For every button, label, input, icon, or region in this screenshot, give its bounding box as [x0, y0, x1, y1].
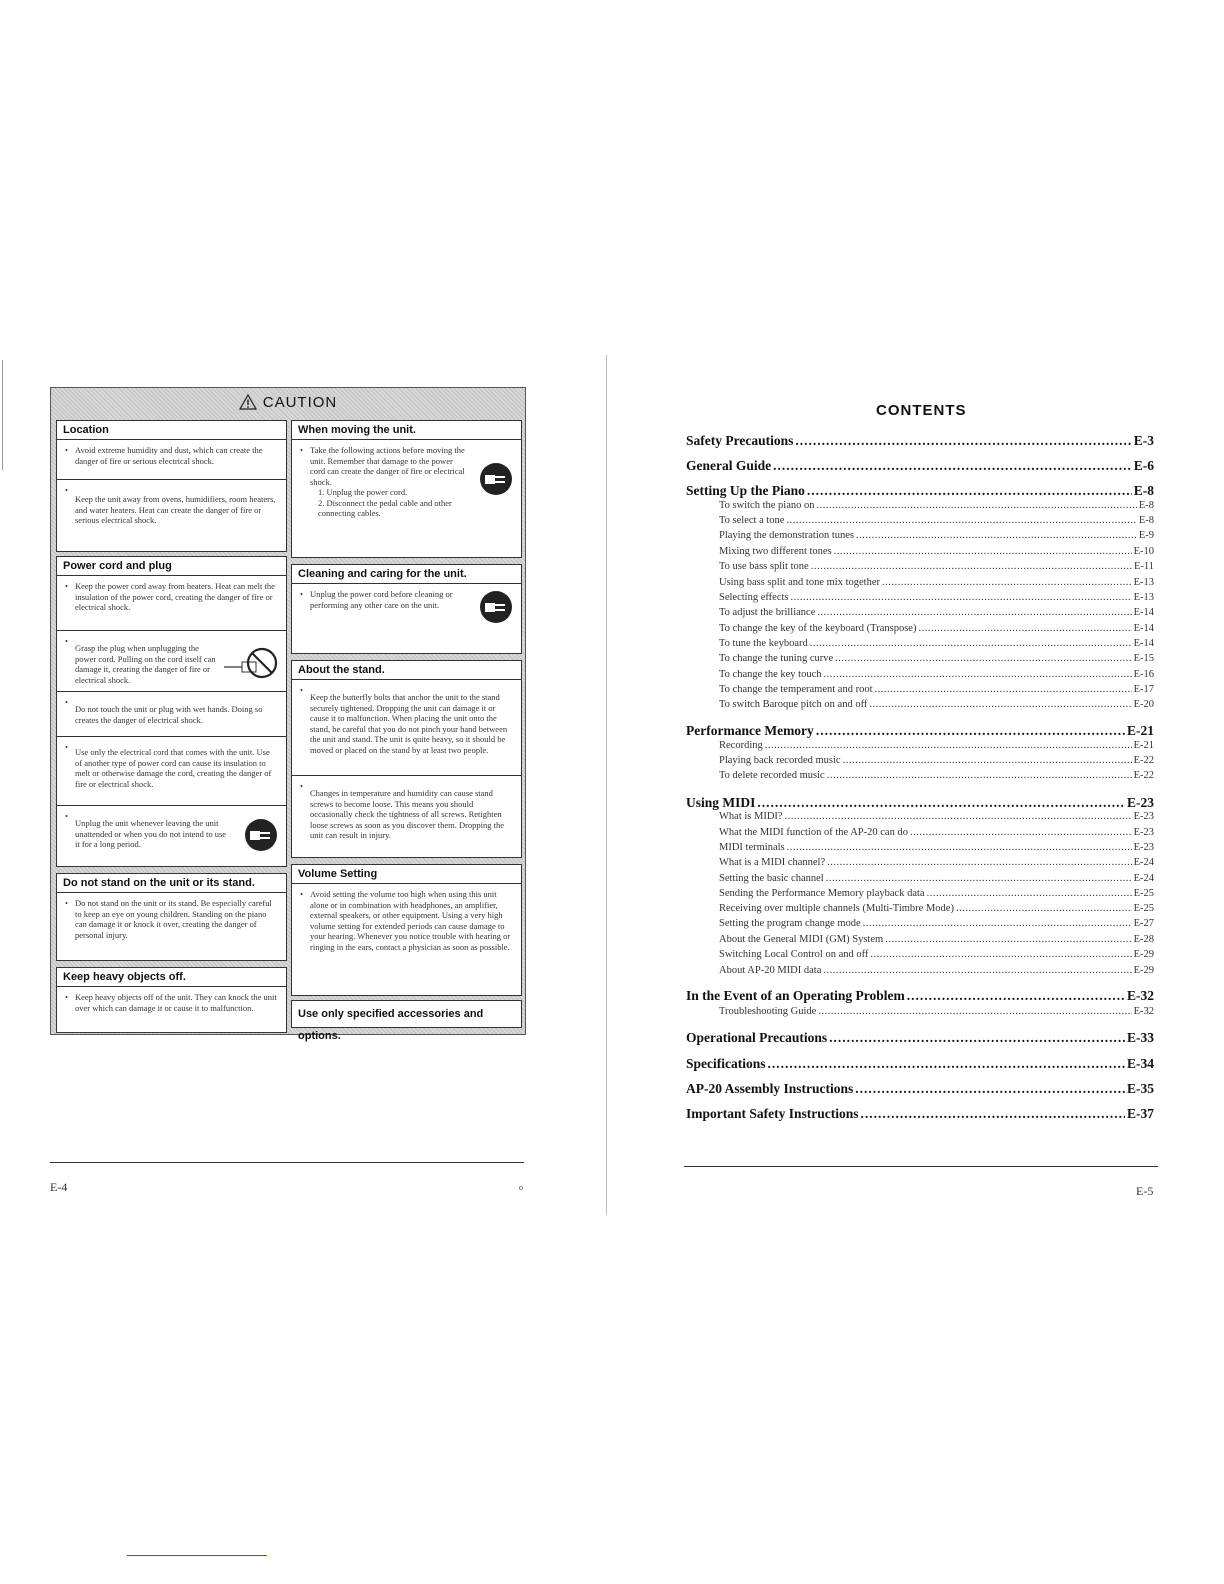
section-heading: Cleaning and caring for the unit.: [291, 564, 522, 584]
toc-leader-dots: [827, 857, 1131, 868]
toc-leader-dots: [765, 740, 1132, 751]
toc-subentry: [719, 623, 1154, 634]
caution-section-power-cord: [56, 556, 287, 867]
toc-subentry: [719, 949, 1154, 960]
toc-entry-page: E-9: [1138, 530, 1154, 541]
toc-leader-dots: [795, 433, 1131, 449]
toc-entry: [686, 1030, 1154, 1046]
caution-right-column: [291, 420, 522, 1042]
toc-entry-page: E-32: [1127, 988, 1154, 1003]
toc-entry-page: E-11: [1133, 561, 1154, 572]
toc-subentry: [719, 638, 1154, 649]
toc-leader-dots: [835, 653, 1131, 664]
item-text: Keep the unit away from ovens, humidifiers, room heaters, and water heaters. Heat can create the danger of fire or serious electrical shock.: [75, 494, 276, 525]
caution-left-column: [56, 420, 287, 1033]
toc-entry-page: E-17: [1133, 684, 1154, 695]
toc-entry-title: To change the tuning curve: [719, 653, 834, 664]
toc-entry-title: Playing back recorded music: [719, 755, 841, 766]
toc-entry-title: To change the temperament and root: [719, 684, 873, 695]
page-gutter: [606, 355, 607, 1215]
toc-entry-title: Selecting effects: [719, 592, 789, 603]
section-heading: Use only specified accessories and options.: [291, 1000, 522, 1028]
toc-entry-title: About AP-20 MIDI data: [719, 965, 822, 976]
toc-entry-page: E-21: [1133, 740, 1154, 751]
item-step: 1. Unplug the power cord.: [318, 487, 408, 497]
toc-entry-page: E-27: [1133, 918, 1154, 929]
caution-item: [56, 480, 287, 552]
toc-entry-page: E-32: [1133, 1006, 1154, 1017]
toc-entry-page: E-25: [1133, 888, 1154, 899]
section-heading: Location: [56, 420, 287, 440]
left-footer-rule: [50, 1162, 524, 1163]
caution-section-location: [56, 420, 287, 552]
toc-entry-page: E-21: [1127, 723, 1154, 738]
toc-entry-title: What is a MIDI channel?: [719, 857, 826, 868]
toc-entry-page: E-10: [1133, 546, 1154, 557]
caution-item: [291, 776, 522, 858]
item-text: Unplug the power cord before cleaning or performing any other care on the unit.: [310, 589, 453, 610]
toc-entry-page: E-6: [1133, 458, 1154, 473]
toc-entry-title: Setting the basic channel: [719, 873, 824, 884]
page-edge-line: [2, 360, 3, 470]
toc-leader-dots: [927, 888, 1132, 899]
toc-entry-title: What is MIDI?: [719, 811, 783, 822]
caution-section-heavy-objects: [56, 967, 287, 1033]
toc-entry: [686, 458, 1154, 474]
item-text: Do not touch the unit or plug with wet hands. Doing so creates the danger of electrical shock.: [75, 704, 263, 725]
toc-leader-dots: [918, 623, 1131, 634]
toc-leader-dots: [826, 873, 1132, 884]
unplug-icon: [244, 818, 278, 852]
toc-entry-title: To tune the keyboard: [719, 638, 808, 649]
toc-entry-page: E-24: [1133, 873, 1154, 884]
toc-entry-title: Performance Memory: [686, 723, 814, 738]
toc-entry-title: To use bass split tone: [719, 561, 809, 572]
toc-leader-dots: [823, 669, 1131, 680]
toc-subentry: [719, 592, 1154, 603]
toc-entry-page: E-24: [1133, 857, 1154, 868]
toc-leader-dots: [773, 458, 1132, 474]
toc-entry-title: Sending the Performance Memory playback data: [719, 888, 925, 899]
toc-subentry: [719, 530, 1154, 541]
section-heading: About the stand.: [291, 660, 522, 680]
caution-item: [56, 576, 287, 631]
toc-subentry: [719, 811, 1154, 822]
toc-entry-page: E-8: [1138, 515, 1154, 526]
toc-entry-title: Playing the demonstration tunes: [719, 530, 855, 541]
toc-subentry: [719, 770, 1154, 781]
toc-entry-page: E-8: [1138, 500, 1154, 511]
toc-leader-dots: [818, 1006, 1131, 1017]
toc-leader-dots: [807, 483, 1132, 499]
caution-item: [56, 440, 287, 480]
toc-entry-title: Operational Precautions: [686, 1030, 828, 1045]
toc-leader-dots: [787, 842, 1132, 853]
item-text: Take the following actions before moving the unit. Remember that damage to the power cord can create the danger of fire or electrical shock.: [310, 445, 465, 487]
toc-entry: [686, 795, 1154, 811]
toc-entry-page: E-13: [1133, 577, 1154, 588]
toc-leader-dots: [910, 827, 1132, 838]
toc-entry-title: Setting the program change mode: [719, 918, 861, 929]
toc-entry-title: To change the key of the keyboard (Transpose): [719, 623, 917, 634]
toc-subentry: [719, 857, 1154, 868]
toc-subentry: [719, 755, 1154, 766]
item-text: Keep the power cord away from heaters. Heat can melt the insulation of the power cord, creating the danger of fire or electrical shock.: [75, 581, 275, 612]
toc-entry-page: E-29: [1133, 949, 1154, 960]
toc-leader-dots: [870, 949, 1131, 960]
toc-entry-title: Receiving over multiple channels (Multi-Timbre Mode): [719, 903, 954, 914]
toc-entry-title: To switch Baroque pitch on and off: [719, 699, 868, 710]
toc-entry: [686, 483, 1154, 499]
toc-subentry: [719, 827, 1154, 838]
toc-leader-dots: [785, 811, 1132, 822]
caution-item: [291, 680, 522, 776]
toc-leader-dots: [823, 965, 1131, 976]
caution-item: [56, 692, 287, 737]
toc-subentry: [719, 684, 1154, 695]
caution-title-text: CAUTION: [262, 394, 338, 411]
toc-leader-dots: [907, 988, 1125, 1004]
item-text: Do not stand on the unit or its stand. Be especially careful to keep an eye on young children. Standing on the piano can damage it or knock it over, creating the danger of personal injury.: [75, 898, 272, 940]
toc-entry: [686, 1081, 1154, 1097]
toc-entry-page: E-37: [1127, 1106, 1154, 1121]
item-text: Avoid setting the volume too high when using this unit alone or in combination with headphones, an amplifier, external speakers, or other equipment. Using a very high volume setting for extended periods can cause damage to your hearing. Whenever you notice trouble with hearing or ringing in the ears, contact a physician as soon as possible.: [310, 889, 511, 952]
caution-section-accessories: [291, 1000, 522, 1042]
section-heading: Power cord and plug: [56, 556, 287, 576]
toc-entry-page: E-35: [1127, 1081, 1154, 1096]
toc-entry: [686, 723, 1154, 739]
toc-leader-dots: [956, 903, 1132, 914]
bottom-link-line: [127, 1555, 267, 1556]
unplug-icon: [479, 590, 513, 624]
caution-item: [56, 737, 287, 806]
item-text: Grasp the plug when unplugging the power cord. Pulling on the cord itself can damage it, creating the danger of fire or electrical shock.: [75, 643, 216, 685]
left-page-number: E-4: [50, 1180, 68, 1194]
section-heading: When moving the unit.: [291, 420, 522, 440]
warning-triangle-icon: [239, 394, 257, 410]
toc-entry-title: Troubleshooting Guide: [719, 1006, 817, 1017]
toc-entry-title: To switch the piano on: [719, 500, 815, 511]
toc-entry-title: Important Safety Instructions: [686, 1106, 859, 1121]
toc-subentry: [719, 965, 1154, 976]
toc-subentry: [719, 1006, 1154, 1017]
toc-leader-dots: [856, 530, 1137, 541]
toc-entry-page: E-13: [1133, 592, 1154, 603]
toc-entry-title: To change the key touch: [719, 669, 822, 680]
toc-leader-dots: [843, 755, 1132, 766]
toc-leader-dots: [863, 918, 1132, 929]
toc-entry-page: E-23: [1133, 827, 1154, 838]
caution-item: [56, 631, 287, 692]
left-page-mark: o: [519, 1183, 523, 1192]
toc-entry-page: E-8: [1133, 483, 1154, 498]
toc-entry-title: Specifications: [686, 1056, 766, 1071]
item-text: Keep heavy objects off of the unit. They can knock the unit over which can damage it or cause it to malfunction.: [75, 992, 277, 1013]
toc-entry-title: Recording: [719, 740, 763, 751]
toc-entry-title: Setting Up the Piano: [686, 483, 805, 498]
caution-section-stand: [291, 660, 522, 858]
toc-leader-dots: [817, 607, 1131, 618]
unplug-icon: [479, 462, 513, 496]
toc-subentry: [719, 500, 1154, 511]
toc-entry-page: E-33: [1127, 1030, 1154, 1045]
right-footer-rule: [684, 1166, 1158, 1167]
toc-leader-dots: [834, 546, 1132, 557]
toc-entry-page: E-29: [1133, 965, 1154, 976]
toc-subentry: [719, 561, 1154, 572]
item-text: Avoid extreme humidity and dust, which can create the danger of fire or serious electrical shock.: [75, 445, 263, 466]
contents-title: CONTENTS: [876, 402, 967, 419]
toc-entry-title: Safety Precautions: [686, 433, 794, 448]
toc-leader-dots: [827, 770, 1132, 781]
toc-subentry: [719, 515, 1154, 526]
toc-subentry: [719, 699, 1154, 710]
caution-item: [291, 884, 522, 996]
toc-subentry: [719, 918, 1154, 929]
toc-leader-dots: [816, 723, 1125, 739]
toc-entry: [686, 1056, 1154, 1072]
item-step: 2. Disconnect the pedal cable and other connecting cables.: [318, 497, 452, 518]
toc-entry: [686, 433, 1154, 449]
toc-entry-page: E-20: [1133, 699, 1154, 710]
toc-leader-dots: [875, 684, 1132, 695]
toc-subentry: [719, 740, 1154, 751]
toc-subentry: [719, 888, 1154, 899]
toc-subentry: [719, 607, 1154, 618]
toc-entry-title: Mixing two different tones: [719, 546, 832, 557]
toc-leader-dots: [786, 515, 1136, 526]
toc-entry-page: E-22: [1133, 770, 1154, 781]
toc-subentry: [719, 842, 1154, 853]
section-heading: Volume Setting: [291, 864, 522, 884]
toc-entry-title: About the General MIDI (GM) System: [719, 934, 884, 945]
toc-entry-title: To delete recorded music: [719, 770, 825, 781]
toc-entry-title: To select a tone: [719, 515, 785, 526]
toc-entry-title: Using MIDI: [686, 795, 756, 810]
caution-item: [291, 584, 522, 654]
toc-entry-page: E-14: [1133, 623, 1154, 634]
toc-entry-title: General Guide: [686, 458, 772, 473]
item-text: Unplug the unit whenever leaving the unit unattended or when you do not intend to use it for a long period.: [75, 818, 227, 849]
caution-section-do-not-stand: [56, 873, 287, 961]
toc-entry-title: To adjust the brilliance: [719, 607, 816, 618]
toc-entry-title: What the MIDI function of the AP-20 can do: [719, 827, 908, 838]
toc-leader-dots: [829, 1030, 1125, 1046]
toc-subentry: [719, 934, 1154, 945]
toc-entry-page: E-25: [1133, 903, 1154, 914]
toc-subentry: [719, 873, 1154, 884]
toc-entry-page: E-23: [1133, 811, 1154, 822]
toc-leader-dots: [861, 1106, 1125, 1122]
toc-entry-page: E-3: [1133, 433, 1154, 448]
toc-leader-dots: [811, 561, 1132, 572]
caution-item: [56, 987, 287, 1033]
toc-entry-title: Using bass split and tone mix together: [719, 577, 880, 588]
toc-entry-page: E-16: [1133, 669, 1154, 680]
toc-entry-title: Switching Local Control on and off: [719, 949, 869, 960]
toc-subentry: [719, 653, 1154, 664]
toc-entry-title: AP-20 Assembly Instructions: [686, 1081, 854, 1096]
toc-entry-page: E-28: [1133, 934, 1154, 945]
toc-entry: [686, 988, 1154, 1004]
toc-leader-dots: [855, 1081, 1125, 1097]
toc-entry-title: In the Event of an Operating Problem: [686, 988, 905, 1003]
toc-leader-dots: [882, 577, 1132, 588]
no-pull-cord-icon: [222, 643, 278, 683]
toc-entry-page: E-14: [1133, 638, 1154, 649]
caution-panel: [50, 387, 526, 1042]
caution-section-volume: [291, 864, 522, 996]
toc-entry-page: E-14: [1133, 607, 1154, 618]
toc-entry-page: E-22: [1133, 755, 1154, 766]
toc-leader-dots: [791, 592, 1132, 603]
toc-entry-page: E-23: [1127, 795, 1154, 810]
section-heading: Do not stand on the unit or its stand.: [56, 873, 287, 893]
toc-subentry: [719, 577, 1154, 588]
toc-entry-page: E-23: [1133, 842, 1154, 853]
caution-item: [291, 440, 522, 558]
toc-subentry: [719, 669, 1154, 680]
right-page-number: E-5: [1136, 1184, 1154, 1198]
toc-leader-dots: [810, 638, 1132, 649]
caution-section-cleaning: [291, 564, 522, 654]
section-heading: Keep heavy objects off.: [56, 967, 287, 987]
toc-leader-dots: [768, 1056, 1126, 1072]
toc-entry-page: E-34: [1127, 1056, 1154, 1071]
toc-leader-dots: [869, 699, 1131, 710]
toc-entry-page: E-15: [1133, 653, 1154, 664]
caution-title: [51, 394, 525, 411]
toc-subentry: [719, 903, 1154, 914]
item-text: Use only the electrical cord that comes with the unit. Use of another type of power cord can cause its insulation to melt or otherwise damage the cord, creating the danger of fire or electrical shock.: [75, 747, 272, 789]
caution-item: [56, 893, 287, 961]
toc-leader-dots: [885, 934, 1131, 945]
caution-section-moving: [291, 420, 522, 558]
toc-leader-dots: [757, 795, 1125, 811]
toc-entry-title: MIDI terminals: [719, 842, 785, 853]
toc-entry: [686, 1106, 1154, 1122]
toc-subentry: [719, 546, 1154, 557]
item-text: Changes in temperature and humidity can cause stand screws to become loose. This means you should occasionally check the tightness of all screws. Retighten loose screws as soon as you discover them. Dropping the unit can result in injury.: [310, 788, 505, 840]
item-text: Keep the butterfly bolts that anchor the unit to the stand securely tightened. Dropping the unit can damage it or cause it to malfunction. When placing the unit onto the stand, be careful that you do not pinch your hand between the unit and stand. The unit is quite heavy, so it should be moved or placed on the stand by at least two people.: [310, 692, 508, 755]
caution-item: [56, 806, 287, 867]
toc-leader-dots: [817, 500, 1137, 511]
